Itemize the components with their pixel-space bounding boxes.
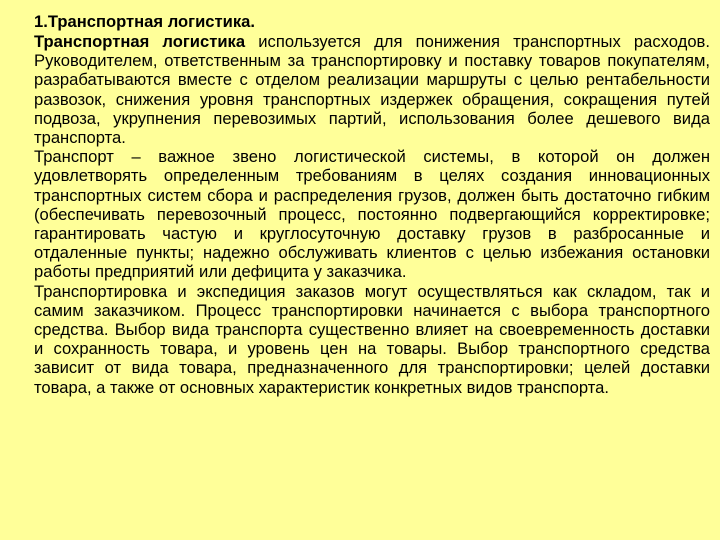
paragraph-transport-logistics	[34, 32, 710, 147]
term-transport-logistics: Транспортная логистика	[34, 32, 246, 51]
paragraph-transport-logistics-text: используется для понижения транспортных расходов. Руководителем, ответственным за транспортировку и поставку товаров покупателям, разрабатываются вместе с отделом реализации маршруты с целью рентабельности развозок, снижения уровня транспортных издержек обращения, сокращения путей подвоза, укрупнения перевозимых партий, использования более дешевого вида транспорта.	[34, 32, 710, 148]
slide-heading: 1.Транспортная логистика.	[34, 12, 255, 31]
paragraph-transportation-expedition: Транспортировка и экспедиция заказов могут осуществляться как складом, так и самим заказчиком. Процесс транспортировки начинается с выбора транспортного средства. Выбор вида транспорта существенно влияет на своевременность доставки и сохранность товара, и уровень цен на товары. Выбор транспортного средства зависит от вида товара, предназначенного для транспортировки; целей доставки товара, а также от основных характеристик конкретных видов транспорта.	[34, 281, 710, 397]
paragraph-transport-role: Транспорт – важное звено логистической системы, в которой он должен удовлетворять определенным требованиям в целях создания инновационных транспортных систем сбора и распределения грузов, должен быть достаточно гибким (обеспечивать перевозочный процесс, постоянно подвергающийся корректировке; гарантировать частую и круглосуточную доставку грузов в разбросанные и отдаленные пункты; надежно обслуживать клиентов с целью избежания остановки работы предприятий или дефицита у заказчика.	[34, 147, 710, 282]
